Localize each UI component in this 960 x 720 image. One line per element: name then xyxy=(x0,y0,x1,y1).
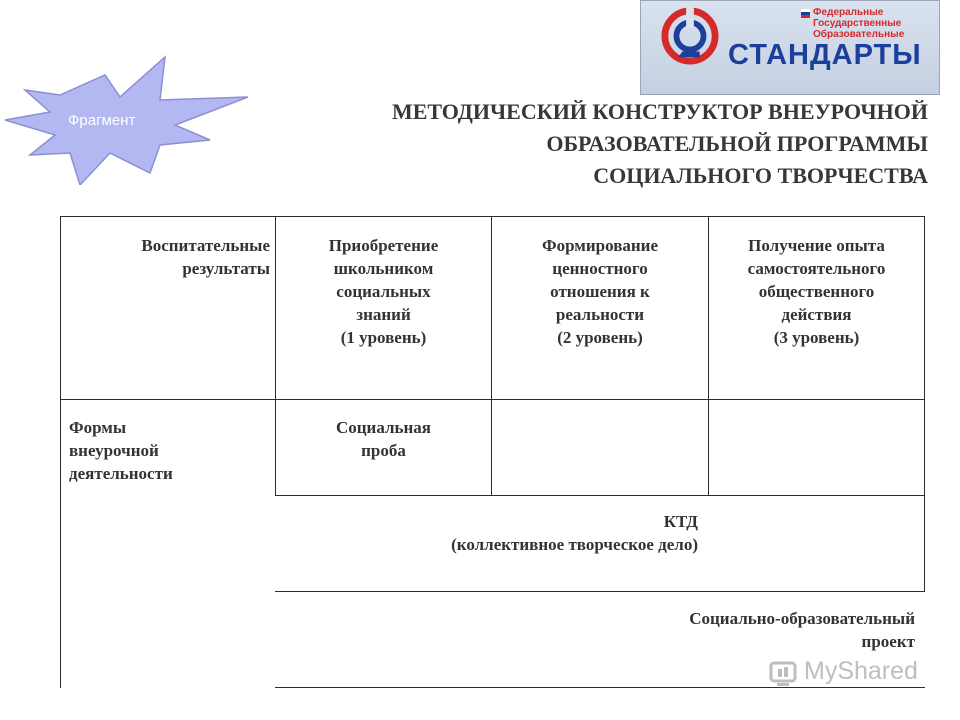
title-line-1: МЕТОДИЧЕСКИЙ КОНСТРУКТОР ВНЕУРОЧНОЙ xyxy=(391,99,928,124)
myshared-watermark xyxy=(768,657,928,691)
cell-social-project: Социально-образовательный проект xyxy=(689,609,915,651)
cell-ktd: КТД (коллективное творческое дело) xyxy=(451,512,698,554)
russia-flag-icon xyxy=(801,9,810,18)
fgos-logo xyxy=(640,0,940,95)
header-cell-results: Воспитательные результаты xyxy=(141,236,270,278)
logo-line-1: Федеральные xyxy=(813,7,884,18)
page-title xyxy=(308,96,928,192)
fgos-emblem-icon xyxy=(661,7,719,65)
watermark-text: MyShared xyxy=(804,657,918,685)
myshared-logo-icon xyxy=(768,657,800,689)
header-cell-level-3: Получение опыта самостоятельного общественного действия (3 уровень) xyxy=(747,236,886,347)
title-line-2: ОБРАЗОВАТЕЛЬНОЙ ПРОГРАММЫ xyxy=(546,131,928,156)
cell-social-probe: Социальная проба xyxy=(335,418,432,460)
title-line-3: СОЦИАЛЬНОГО ТВОРЧЕСТВА xyxy=(593,163,928,188)
logo-line-3: Образовательные xyxy=(813,29,905,40)
header-cell-level-1: Приобретение школьником социальных знаний (1 уровень) xyxy=(328,236,439,347)
fragment-label: Фрагмент xyxy=(68,112,136,129)
header-cell-level-2: Формирование ценностного отношения к реальности (2 уровень) xyxy=(541,236,659,347)
logo-line-2: Государственные xyxy=(813,18,902,29)
logo-wordmark: СТАНДАРТЫ xyxy=(728,39,922,71)
row-label-activity-forms: Формы внеурочной деятельности xyxy=(69,418,173,483)
